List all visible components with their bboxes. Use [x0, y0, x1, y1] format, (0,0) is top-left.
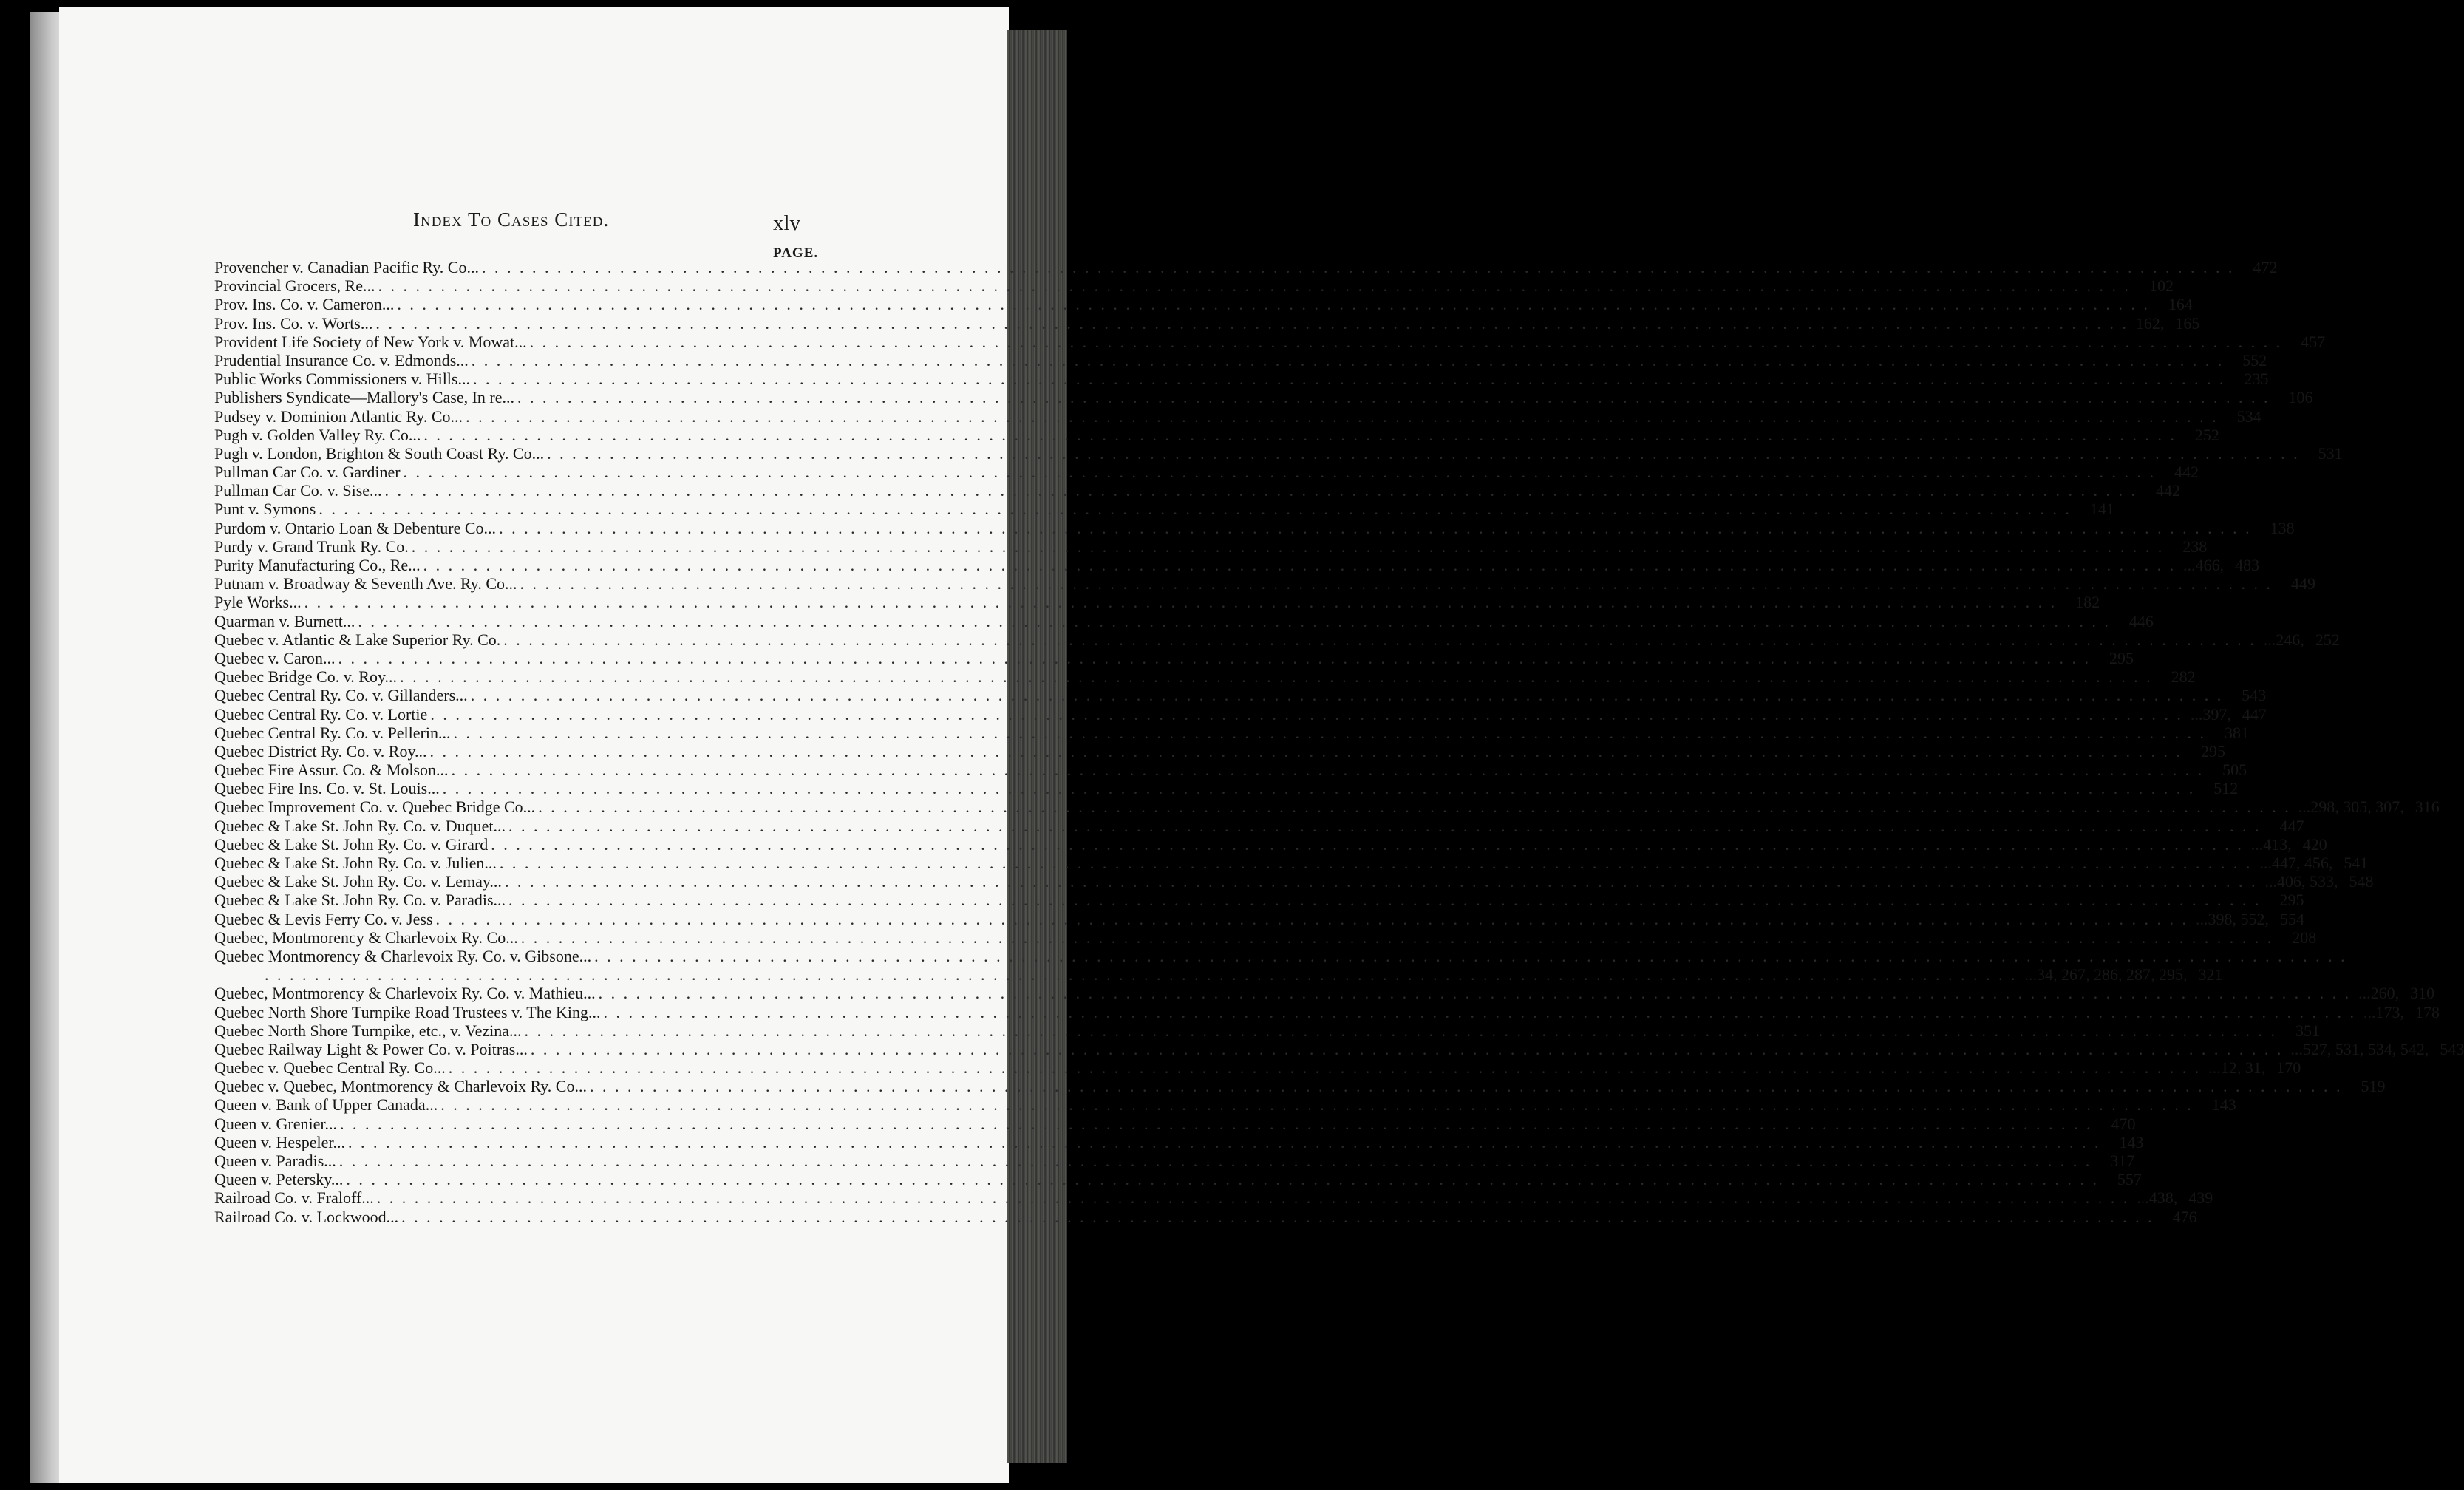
dot-leader: . . . . . . . . . . . . . . . . . . . . . . . . . . . . . . . . . . . . . . . . . . . . . . . . . . . . . . . . . . . . . . . . . . . . . . . . . . . . . . . . . . . . . . . . . . . . . . . . . . . . . . . . . . . . . . . . . . . . . . . . . . . . . . . . . . . . . . . . . . . .	[471, 350, 2225, 370]
dot-leader: . . . . . . . . . . . . . . . . . . . . . . . . . . . . . . . . . . . . . . . . . . . . . . . . . . . . . . . . . . . . . . . . . . . . . . . . . . . . . . . . . . . . . . . . . . . . . . . . . . . . . . . . . . . . . . . . . . . . . . . . . . . . . . . . . . . . . . . . . . . .	[346, 1170, 2099, 1189]
dot-leader: . . . . . . . . . . . . . . . . . . . . . . . . . . . . . . . . . . . . . . . . . . . . . . . . . . . . . . . . . . . . . . . . . . . . . . . . . . . . . . . . . . . . . . . . . . . . . . . . . . . . . . . . . . . . . . . . . . . . . . . . . . . . . . . . . . . . . . . . . . . .	[429, 741, 2183, 761]
case-name: Quebec, Montmorency & Charlevoix Ry. Co...	[214, 928, 518, 947]
page-ref: 543	[2440, 1039, 2464, 1058]
index-entry	[214, 1170, 2142, 1189]
other-page-refs: ...298, 305, 307,	[2298, 797, 2404, 817]
index-entry	[214, 370, 2269, 389]
dot-leader: . . . . . . . . . . . . . . . . . . . . . . . . . . . . . . . . . . . . . . . . . . . . . . . . . . . . . . . . . . . . . . . . . . . . . . . . . . . . . . . . . . . . . . . . . . . . . . . . . . . . . . . . . . . . . . . . . . . . . . . . . . . . . . . . . . . . . . . . . . . .	[589, 1077, 2343, 1096]
dot-leader: . . . . . . . . . . . . . . . . . . . . . . . . . . . . . . . . . . . . . . . . . . . . . . . . . . . . . . . . . . . . . . . . . . . . . . . . . . . . . . . . . . . . . . . . . . . . . . . . . . . . . . . . . . . . . . . . . . . . . . . . . . . . . . . . . . . . . . . . . . . .	[423, 425, 2177, 444]
dot-leader: . . . . . . . . . . . . . . . . . . . . . . . . . . . . . . . . . . . . . . . . . . . . . . . . . . . . . . . . . . . . . . . . . . . . . . . . . . . . . . . . . . . . . . . . . . . . . . . . . . . . . . . . . . . . . . . . . . . . . . . . . . . . . . . . . . . . . . . . . . . .	[440, 1095, 2194, 1115]
page-ref: 252	[2194, 425, 2219, 444]
dot-leader: . . . . . . . . . . . . . . . . . . . . . . . . . . . . . . . . . . . . . . . . . . . . . . . . . . . . . . . . . . . . . . . . . . . . . . . . . . . . . . . . . . . . . . . . . . . . . . . . . . . . . . . . . . . . . . . . . . . . . . . . . . . . . . . . . . . . . . . . . . . .	[384, 481, 2138, 500]
page-ref: 143	[2119, 1132, 2144, 1151]
case-name: Quebec Montmorency & Charlevoix Ry. Co. v. Gibsone...	[214, 946, 592, 965]
page-column-heading: PAGE.	[773, 245, 819, 261]
index-entry	[214, 648, 2134, 667]
dot-leader: . . . . . . . . . . . . . . . . . . . . . . . . . . . . . . . . . . . . . . . . . . . . . . . . . . . . . . . . . . . . . . . . . . . . . . . . . . . . . . . . . . . . . . . . . . . . . . . . . . . . . . . . . . . . . . . . . . . . . . . . . . . . . . . . . . . . . . . . . . . .	[499, 854, 2253, 872]
other-page-refs: ...466,	[2183, 556, 2225, 574]
index-entry	[214, 984, 2435, 1003]
page-ref: 531	[2318, 443, 2343, 463]
page-ref: 442	[2174, 463, 2199, 482]
page-ref: 557	[2117, 1170, 2142, 1189]
index-entry	[214, 350, 2267, 370]
page-ref: 310	[2410, 984, 2435, 1003]
page-ref: 541	[2344, 854, 2369, 872]
dot-leader: . . . . . . . . . . . . . . . . . . . . . . . . . . . . . . . . . . . . . . . . . . . . . . . . . . . . . . . . . . . . . . . . . . . . . . . . . . . . . . . . . . . . . . . . . . . . . . . . . . . . . . . . . . . . . . . . . . . . . . . . . . . . . . . . . . . . . . . . . . . .	[397, 295, 2150, 314]
page-ref: 447	[2242, 704, 2267, 724]
index-entry	[214, 443, 2343, 463]
case-name: Quebec v. Quebec, Montmorency & Charlevoix Ry. Co...	[214, 1077, 587, 1096]
case-name: Quebec & Lake St. John Ry. Co. v. Lemay...	[214, 872, 502, 891]
page-ref: 182	[2075, 593, 2100, 612]
page-ref: 534	[2236, 406, 2261, 426]
index-entry	[214, 463, 2199, 482]
case-name: Pudsey v. Dominion Atlantic Ry. Co...	[214, 406, 463, 426]
case-name: Quebec Bridge Co. v. Roy...	[214, 667, 398, 687]
index-entry	[214, 313, 2200, 333]
index-entry	[214, 556, 2260, 574]
dot-leader: . . . . . . . . . . . . . . . . . . . . . . . . . . . . . . . . . . . . . . . . . . . . . . . . . . . . . . . . . . . . . . . . . . . . . . . . . . . . . . . . . . . . . . . . . . . . . . . . . . . . . . . . . . . . . . . . . . . . . . . . . . . . . . . . . . . . . . . . . . . .	[411, 537, 2165, 556]
case-name: Provencher v. Canadian Pacific Ry. Co...	[214, 258, 479, 276]
page-ref: 512	[2213, 779, 2239, 798]
other-page-refs: ...397,	[2190, 704, 2231, 724]
index-entry	[214, 928, 2317, 947]
dot-leader: . . . . . . . . . . . . . . . . . . . . . . . . . . . . . . . . . . . . . . . . . . . . . . . . . . . . . . . . . . . . . . . . . . . . . . . . . . . . . . . . . . . . . . . . . . . . . . . . . . . . . . . . . . . . . . . . . . . . . . . . . . . . . . . . . . . . . . . . . . . .	[400, 667, 2153, 687]
case-name: Quebec Fire Ins. Co. v. St. Louis...	[214, 779, 440, 798]
page-ref: 170	[2276, 1058, 2301, 1078]
dot-leader: . . . . . . . . . . . . . . . . . . . . . . . . . . . . . . . . . . . . . . . . . . . . . . . . . . . . . . . . . . . . . . . . . . . . . . . . . . . . . . . . . . . . . . . . . . . . . . . . . . . . . . . . . . . . . . . . . . . . . . . . . . . . . . . . . . . . . . . . . . . .	[530, 1039, 2284, 1058]
case-name: Publishers Syndicate—Mallory's Case, In re...	[214, 388, 515, 407]
page-ref: 420	[2302, 834, 2327, 854]
dot-leader: . . . . . . . . . . . . . . . . . . . . . . . . . . . . . . . . . . . . . . . . . . . . . . . . . . . . . . . . . . . . . . . . . . . . . . . . . . . . . . . . . . . . . . . . . . . . . . . . . . . . . . . . . . . . . . . . . . . . . . . . . . . . . . . . . . . . . . . . . . . .	[347, 1132, 2101, 1151]
dot-leader: . . . . . . . . . . . . . . . . . . . . . . . . . . . . . . . . . . . . . . . . . . . . . . . . . . . . . . . . . . . . . . . . . . . . . . . . . . . . . . . . . . . . . . . . . . . . . . . . . . . . . . . . . . . . . . . . . . . . . . . . . . . . . . . . . . . . . . . . . . . .	[529, 332, 2283, 351]
dot-leader: . . . . . . . . . . . . . . . . . . . . . . . . . . . . . . . . . . . . . . . . . . . . . . . . . . . . . . . . . . . . . . . . . . . . . . . . . . . . . . . . . . . . . . . . . . . . . . . . . . . . . . . . . . . . . . . . . . . . . . . . . . . . . . . . . . . . . . . . . . . .	[508, 816, 2261, 835]
case-name: Purdy v. Grand Trunk Ry. Co.	[214, 537, 409, 556]
case-name: Provincial Grocers, Re...	[214, 276, 375, 296]
dot-leader: . . . . . . . . . . . . . . . . . . . . . . . . . . . . . . . . . . . . . . . . . . . . . . . . . . . . . . . . . . . . . . . . . . . . . . . . . . . . . . . . . . . . . . . . . . . . . . . . . . . . . . . . . . . . . . . . . . . . . . . . . . . . . . . . . . . . . . . . . . . .	[499, 518, 2252, 537]
page-ref: 446	[2128, 611, 2154, 630]
case-name: Prov. Ins. Co. v. Cameron...	[214, 295, 395, 314]
index-entry	[214, 1095, 2236, 1115]
index-entry	[214, 872, 2374, 891]
index-entry	[214, 537, 2208, 556]
page-ref: 552	[2242, 350, 2267, 370]
index-entry	[214, 1039, 2464, 1058]
index-entry	[214, 1207, 2197, 1226]
index-entry	[214, 258, 2278, 276]
dot-leader: . . . . . . . . . . . . . . . . . . . . . . . . . . . . . . . . . . . . . . . . . . . . . . . . . . . . . . . . . . . . . . . . . . . . . . . . . . . . . . . . . . . . . . . . . . . . . . . . . . . . . . . . . . . . . . . . . . . . . . . . . . . . . . . . . . . . . . . . . . . .	[376, 1188, 2130, 1208]
index-entry	[214, 797, 2440, 817]
index-entry	[214, 779, 2239, 798]
index-entry	[214, 946, 2347, 965]
case-name: Prov. Ins. Co. v. Worts...	[214, 313, 373, 333]
case-name: Pyle Works...	[214, 593, 302, 612]
other-page-refs: ...34, 267, 286, 287, 295,	[2024, 965, 2188, 984]
dot-leader: . . . . . . . . . . . . . . . . . . . . . . . . . . . . . . . . . . . . . . . . . . . . . . . . . . . . . . . . . . . . . . . . . . . . . . . . . . . . . . . . . . . . . . . . . . . . . . . . . . . . . . . . . . . . . . . . . . . . . . . . . . . . . . . . . . . . . . . . . . . .	[338, 648, 2092, 667]
case-name: Quebec & Lake St. John Ry. Co. v. Paradis...	[214, 891, 506, 910]
index-entry	[214, 1114, 2136, 1133]
case-name: Quebec Fire Assur. Co. & Molson...	[214, 761, 449, 780]
page-ref: 381	[2224, 723, 2249, 742]
other-page-refs: 162,	[2135, 313, 2165, 333]
dot-leader: . . . . . . . . . . . . . . . . . . . . . . . . . . . . . . . . . . . . . . . . . . . . . . . . . . . . . . . . . . . . . . . . . . . . . . . . . . . . . . . . . . . . . . . . . . . . . . . . . . . . . . . . . . . . . . . . . . . . . . . . . . . . . . . . . . . . . . . . . . . .	[524, 1021, 2277, 1040]
page-number: xlv	[773, 211, 801, 235]
case-name: Queen v. Petersky...	[214, 1170, 344, 1189]
case-name: Queen v. Hespeler...	[214, 1132, 345, 1151]
dot-leader: . . . . . . . . . . . . . . . . . . . . . . . . . . . . . . . . . . . . . . . . . . . . . . . . . . . . . . . . . . . . . . . . . . . . . . . . . . . . . . . . . . . . . . . . . . . . . . . . . . . . . . . . . . . . . . . . . . . . . . . . . . . . . . . . . . . . . . . . . . . .	[451, 761, 2205, 780]
case-name: Punt v. Symons	[214, 500, 316, 519]
case-name: Quebec & Lake St. John Ry. Co. v. Duquet...	[214, 816, 506, 835]
page-ref: 447	[2279, 816, 2304, 835]
page-ref: 164	[2168, 295, 2193, 314]
other-page-refs: ...398, 552,	[2196, 909, 2270, 928]
index-entry	[214, 1151, 2135, 1170]
case-name: Public Works Commissioners v. Hills...	[214, 370, 470, 389]
index-entry	[214, 630, 2340, 649]
page-ref: 165	[2175, 313, 2200, 333]
index-entry	[214, 965, 2223, 984]
page-ref: 554	[2280, 909, 2305, 928]
index-entry	[214, 891, 2304, 910]
index-entry	[214, 1132, 2144, 1151]
dot-leader: . . . . . . . . . . . . . . . . . . . . . . . . . . . . . . . . . . . . . . . . . . . . . . . . . . . . . . . . . . . . . . . . . . . . . . . . . . . . . . . . . . . . . . . . . . . . . . . . . . . . . . . . . . . . . . . . . . . . . . . . . . . . . . . . . . . . . . . . . . . .	[470, 686, 2224, 705]
index-entry	[214, 481, 2181, 500]
dot-leader: . . . . . . . . . . . . . . . . . . . . . . . . . . . . . . . . . . . . . . . . . . . . . . . . . . . . . . . . . . . . . . . . . . . . . . . . . . . . . . . . . . . . . . . . . . . . . . . . . . . . . . . . . . . . . . . . . . . . . . . . . . . . . . . . . . . . . . . . . . . .	[319, 500, 2072, 519]
index-entry	[214, 816, 2304, 835]
index-entry	[214, 854, 2369, 872]
dot-leader: . . . . . . . . . . . . . . . . . . . . . . . . . . . . . . . . . . . . . . . . . . . . . . . . . . . . . . . . . . . . . . . . . . . . . . . . . . . . . . . . . . . . . . . . . . . . . . . . . . . . . . . . . . . . . . . . . . . . . . . . . . . . . . . . . . . . . . . . . . . .	[358, 611, 2111, 630]
dot-leader: . . . . . . . . . . . . . . . . . . . . . . . . . . . . . . . . . . . . . . . . . . . . . . . . . . . . . . . . . . . . . . . . . . . . . . . . . . . . . . . . . . . . . . . . . . . . . . . . . . . . . . . . . . . . . . . . . . . . . . . . . . . . . . . . . . . . . . . . . . . .	[304, 593, 2058, 612]
page-ref: 252	[2315, 630, 2340, 649]
page-ref: 141	[2089, 500, 2114, 519]
index-entry	[214, 388, 2313, 407]
other-page-refs: ...527, 531, 534, 542,	[2290, 1039, 2429, 1058]
page-ref: 106	[2288, 388, 2313, 407]
other-page-refs: ...406, 533,	[2264, 872, 2338, 891]
page-ref: 457	[2301, 332, 2326, 351]
case-name: Quebec District Ry. Co. v. Roy...	[214, 741, 427, 761]
case-name: Quebec v. Atlantic & Lake Superior Ry. Co.	[214, 630, 501, 649]
index-entry	[214, 425, 2219, 444]
other-page-refs: ...260,	[2358, 984, 2400, 1003]
dot-leader: . . . . . . . . . . . . . . . . . . . . . . . . . . . . . . . . . . . . . . . . . . . . . . . . . . . . . . . . . . . . . . . . . . . . . . . . . . . . . . . . . . . . . . . . . . . . . . . . . . . . . . . . . . . . . . . . . . . . . . . . . . . . . . . . . . . . . . . . . . . .	[339, 1114, 2093, 1133]
case-name: Purity Manufacturing Co., Re...	[214, 556, 421, 574]
dot-leader: . . . . . . . . . . . . . . . . . . . . . . . . . . . . . . . . . . . . . . . . . . . . . . . . . . . . . . . . . . . . . . . . . . . . . . . . . . . . . . . . . . . . . . . . . . . . . . . . . . . . . . . . . . . . . . . . . . . . . . . . . . . . . . . . . . . . . . . . . . . .	[520, 928, 2274, 947]
index-entry	[214, 761, 2247, 780]
dot-leader: . . . . . . . . . . . . . . . . . . . . . . . . . . . . . . . . . . . . . . . . . . . . . . . . . . . . . . . . . . . . . . . . . . . . . . . . . . . . . . . . . . . . . . . . . . . . . . . . . . . . . . . . . . . . . . . . . . . . . . . . . . . . . . . . . . . . . . . . . . . .	[472, 370, 2226, 389]
index-entry	[214, 1002, 2440, 1021]
case-name: Quebec & Lake St. John Ry. Co. v. Girard	[214, 834, 489, 854]
case-name: Quebec Improvement Co. v. Quebec Bridge Co...	[214, 797, 536, 817]
dot-leader: . . . . . . . . . . . . . . . . . . . . . . . . . . . . . . . . . . . . . . . . . . . . . . . . . . . . . . . . . . . . . . . . . . . . . . . . . . . . . . . . . . . . . . . . . . . . . . . . . . . . . . . . . . . . . . . . . . . . . . . . . . . . . . . . . . . . . . . . . . . .	[338, 1151, 2092, 1170]
case-name: Quarman v. Burnett...	[214, 611, 355, 630]
dot-leader: . . . . . . . . . . . . . . . . . . . . . . . . . . . . . . . . . . . . . . . . . . . . . . . . . . . . . . . . . . . . . . . . . . . . . . . . . . . . . . . . . . . . . . . . . . . . . . . . . . . . . . . . . . . . . . . . . . . . . . . . . . . . . . . . . . . . . . . . . . . .	[435, 909, 2189, 928]
index-entry	[214, 704, 2267, 724]
case-name: Pullman Car Co. v. Gardiner	[214, 463, 401, 482]
case-name: Purdom v. Ontario Loan & Debenture Co...	[214, 518, 497, 537]
dot-leader: . . . . . . . . . . . . . . . . . . . . . . . . . . . . . . . . . . . . . . . . . . . . . . . . . . . . . . . . . . . . . . . . . . . . . . . . . . . . . . . . . . . . . . . . . . . . . . . . . . . . . . . . . . . . . . . . . . . . . . . . . . . . . . . . . . . . . . . . . . . .	[504, 872, 2258, 891]
case-name: Prudential Insurance Co. v. Edmonds...	[214, 350, 469, 370]
case-name: Quebec North Shore Turnpike, etc., v. Vezina...	[214, 1021, 522, 1040]
other-page-refs: ...246,	[2263, 630, 2304, 649]
page-ref: 295	[2279, 891, 2304, 910]
page-ref: 519	[2361, 1077, 2386, 1096]
page-ref: 295	[2109, 648, 2134, 667]
page-ref: 548	[2349, 872, 2374, 891]
case-name: Quebec & Levis Ferry Co. v. Jess	[214, 909, 433, 928]
page-ref: 143	[2211, 1095, 2236, 1115]
dot-leader: . . . . . . . . . . . . . . . . . . . . . . . . . . . . . . . . . . . . . . . . . . . . . . . . . . . . . . . . . . . . . . . . . . . . . . . . . . . . . . . . . . . . . . . . . . . . . . . . . . . . . . . . . . . . . . . . . . . . . . . . . . . . . . . . . . . . . . . . . . . .	[265, 965, 2018, 984]
case-name: Quebec & Lake St. John Ry. Co. v. Julien...	[214, 854, 497, 872]
case-name: Railroad Co. v. Lockwood...	[214, 1207, 399, 1226]
case-name: Putnam v. Broadway & Seventh Ave. Ry. Co...	[214, 574, 517, 593]
dot-leader: . . . . . . . . . . . . . . . . . . . . . . . . . . . . . . . . . . . . . . . . . . . . . . . . . . . . . . . . . . . . . . . . . . . . . . . . . . . . . . . . . . . . . . . . . . . . . . . . . . . . . . . . . . . . . . . . . . . . . . . . . . . . . . . . . . . . . . . . . . . .	[603, 1002, 2356, 1021]
other-page-refs: ...413,	[2250, 834, 2292, 854]
other-page-refs: ...12, 31,	[2208, 1058, 2266, 1078]
index-entry	[214, 909, 2305, 928]
page-ref: 543	[2242, 686, 2267, 705]
page-ref: 238	[2182, 537, 2208, 556]
case-name: Quebec v. Quebec Central Ry. Co...	[214, 1058, 446, 1078]
case-name: Queen v. Grenier...	[214, 1114, 337, 1133]
case-name: Railroad Co. v. Fraloff...	[214, 1188, 374, 1208]
dot-leader: . . . . . . . . . . . . . . . . . . . . . . . . . . . . . . . . . . . . . . . . . . . . . . . . . . . . . . . . . . . . . . . . . . . . . . . . . . . . . . . . . . . . . . . . . . . . . . . . . . . . . . . . . . . . . . . . . . . . . . . . . . . . . . . . . . . . . . . . . . . .	[598, 984, 2352, 1003]
case-name: Pugh v. Golden Valley Ry. Co...	[214, 425, 421, 444]
page-ref: 102	[2149, 276, 2174, 296]
page-ref: 476	[2172, 1207, 2197, 1226]
dot-leader: . . . . . . . . . . . . . . . . . . . . . . . . . . . . . . . . . . . . . . . . . . . . . . . . . . . . . . . . . . . . . . . . . . . . . . . . . . . . . . . . . . . . . . . . . . . . . . . . . . . . . . . . . . . . . . . . . . . . . . . . . . . . . . . . . . . . . . . . . . . .	[375, 313, 2128, 333]
dot-leader: . . . . . . . . . . . . . . . . . . . . . . . . . . . . . . . . . . . . . . . . . . . . . . . . . . . . . . . . . . . . . . . . . . . . . . . . . . . . . . . . . . . . . . . . . . . . . . . . . . . . . . . . . . . . . . . . . . . . . . . . . . . . . . . . . . . . . . . . . . . .	[491, 834, 2244, 854]
other-page-refs: ...447, 456,	[2259, 854, 2333, 872]
index-entry	[214, 332, 2326, 351]
index-entry	[214, 723, 2249, 742]
index-entry	[214, 500, 2114, 519]
page-ref: 505	[2222, 761, 2247, 780]
index-entry	[214, 1077, 2386, 1096]
case-name: Quebec North Shore Turnpike Road Trustees v. The King...	[214, 1002, 601, 1021]
dot-leader: . . . . . . . . . . . . . . . . . . . . . . . . . . . . . . . . . . . . . . . . . . . . . . . . . . . . . . . . . . . . . . . . . . . . . . . . . . . . . . . . . . . . . . . . . . . . . . . . . . . . . . . . . . . . . . . . . . . . . . . . . . . . . . . . . . . . . . . . . . . .	[547, 443, 2300, 463]
case-name: Queen v. Bank of Upper Canada...	[214, 1095, 438, 1115]
case-name: Provident Life Society of New York v. Mowat...	[214, 332, 527, 351]
page-ref: 208	[2292, 928, 2317, 947]
dot-leader: . . . . . . . . . . . . . . . . . . . . . . . . . . . . . . . . . . . . . . . . . . . . . . . . . . . . . . . . . . . . . . . . . . . . . . . . . . . . . . . . . . . . . . . . . . . . . . . . . . . . . . . . . . . . . . . . . . . . . . . . . . . . . . . . . . . . . . . . . . . .	[442, 779, 2196, 798]
page-ref: 442	[2156, 481, 2181, 500]
index-entry	[214, 1188, 2213, 1208]
index-entry	[214, 834, 2327, 854]
page-ref: 351	[2295, 1021, 2320, 1040]
index-entry	[214, 593, 2100, 612]
page-ref: 472	[2253, 258, 2278, 276]
index-entry	[214, 686, 2267, 705]
case-name: Quebec Railway Light & Power Co. v. Poitras...	[214, 1039, 528, 1058]
dot-leader: . . . . . . . . . . . . . . . . . . . . . . . . . . . . . . . . . . . . . . . . . . . . . . . . . . . . . . . . . . . . . . . . . . . . . . . . . . . . . . . . . . . . . . . . . . . . . . . . . . . . . . . . . . . . . . . . . . . . . . . . . . . . . . . . . . . . . . . . . . . .	[517, 388, 2270, 407]
dot-leader: . . . . . . . . . . . . . . . . . . . . . . . . . . . . . . . . . . . . . . . . . . . . . . . . . . . . . . . . . . . . . . . . . . . . . . . . . . . . . . . . . . . . . . . . . . . . . . . . . . . . . . . . . . . . . . . . . . . . . . . . . . . . . . . . . . . . . . . . . . . .	[403, 463, 2157, 482]
index-entry	[214, 741, 2226, 761]
index-entry	[214, 574, 2316, 593]
dot-leader: . . . . . . . . . . . . . . . . . . . . . . . . . . . . . . . . . . . . . . . . . . . . . . . . . . . . . . . . . . . . . . . . . . . . . . . . . . . . . . . . . . . . . . . . . . . . . . . . . . . . . . . . . . . . . . . . . . . . . . . . . . . . . . . . . . . . . . . . . . . .	[466, 406, 2219, 426]
dot-leader: . . . . . . . . . . . . . . . . . . . . . . . . . . . . . . . . . . . . . . . . . . . . . . . . . . . . . . . . . . . . . . . . . . . . . . . . . . . . . . . . . . . . . . . . . . . . . . . . . . . . . . . . . . . . . . . . . . . . . . . . . . . . . . . . . . . . . . . . . . . .	[430, 704, 2183, 724]
case-name: Pullman Car Co. v. Sise...	[214, 481, 382, 500]
page-ref: 449	[2291, 574, 2316, 593]
page-ref: 295	[2201, 741, 2226, 761]
dot-leader: . . . . . . . . . . . . . . . . . . . . . . . . . . . . . . . . . . . . . . . . . . . . . . . . . . . . . . . . . . . . . . . . . . . . . . . . . . . . . . . . . . . . . . . . . . . . . . . . . . . . . . . . . . . . . . . . . . . . . . . . . . . . . . . . . . . . . . . . . . . .	[448, 1058, 2202, 1078]
index-entry	[214, 611, 2154, 630]
dot-leader: . . . . . . . . . . . . . . . . . . . . . . . . . . . . . . . . . . . . . . . . . . . . . . . . . . . . . . . . . . . . . . . . . . . . . . . . . . . . . . . . . . . . . . . . . . . . . . . . . . . . . . . . . . . . . . . . . . . . . . . . . . . . . . . . . . . . . . . . . . . .	[423, 556, 2177, 574]
dot-leader: . . . . . . . . . . . . . . . . . . . . . . . . . . . . . . . . . . . . . . . . . . . . . . . . . . . . . . . . . . . . . . . . . . . . . . . . . . . . . . . . . . . . . . . . . . . . . . . . . . . . . . . . . . . . . . . . . . . . . . . . . . . . . . . . . . . . . . . . . . . .	[453, 723, 2206, 742]
index-entry	[214, 276, 2174, 296]
index-entry	[214, 1021, 2320, 1040]
other-page-refs: ...438,	[2137, 1188, 2178, 1208]
case-index-list	[214, 258, 2464, 1226]
case-name: Quebec, Montmorency & Charlevoix Ry. Co. v. Mathieu...	[214, 984, 596, 1003]
dot-leader: . . . . . . . . . . . . . . . . . . . . . . . . . . . . . . . . . . . . . . . . . . . . . . . . . . . . . . . . . . . . . . . . . . . . . . . . . . . . . . . . . . . . . . . . . . . . . . . . . . . . . . . . . . . . . . . . . . . . . . . . . . . . . . . . . . . . . . . . . . . .	[520, 574, 2273, 593]
page-ref: 321	[2198, 965, 2223, 984]
page-ref: 138	[2270, 518, 2295, 537]
dot-leader: . . . . . . . . . . . . . . . . . . . . . . . . . . . . . . . . . . . . . . . . . . . . . . . . . . . . . . . . . . . . . . . . . . . . . . . . . . . . . . . . . . . . . . . . . . . . . . . . . . . . . . . . . . . . . . . . . . . . . . . . . . . . . . . . . . . . . . . . . . . .	[481, 258, 2235, 276]
dot-leader: . . . . . . . . . . . . . . . . . . . . . . . . . . . . . . . . . . . . . . . . . . . . . . . . . . . . . . . . . . . . . . . . . . . . . . . . . . . . . . . . . . . . . . . . . . . . . . . . . . . . . . . . . . . . . . . . . . . . . . . . . . . . . . . . . . . . . . . . . . . .	[401, 1207, 2154, 1226]
running-head: Index To Cases Cited.	[413, 208, 610, 231]
index-entry	[214, 406, 2261, 426]
dot-leader: . . . . . . . . . . . . . . . . . . . . . . . . . . . . . . . . . . . . . . . . . . . . . . . . . . . . . . . . . . . . . . . . . . . . . . . . . . . . . . . . . . . . . . . . . . . . . . . . . . . . . . . . . . . . . . . . . . . . . . . . . . . . . . . . . . . . . . . . . . . .	[503, 630, 2256, 649]
case-name: Pugh v. London, Brighton & South Coast Ry. Co...	[214, 443, 545, 463]
page-ref: 470	[2111, 1114, 2136, 1133]
page-ref: 316	[2414, 797, 2440, 817]
case-name: Quebec Central Ry. Co. v. Gillanders...	[214, 686, 468, 705]
index-entry	[214, 667, 2196, 687]
case-name: Quebec Central Ry. Co. v. Lortie	[214, 704, 428, 724]
index-entry	[214, 518, 2295, 537]
dot-leader: . . . . . . . . . . . . . . . . . . . . . . . . . . . . . . . . . . . . . . . . . . . . . . . . . . . . . . . . . . . . . . . . . . . . . . . . . . . . . . . . . . . . . . . . . . . . . . . . . . . . . . . . . . . . . . . . . . . . . . . . . . . . . . . . . . . . . . . . . . . .	[378, 276, 2131, 296]
case-name: Queen v. Paradis...	[214, 1151, 336, 1170]
page-ref: 178	[2414, 1002, 2440, 1021]
page-ref: 439	[2188, 1188, 2213, 1208]
case-name: Quebec Central Ry. Co. v. Pellerin...	[214, 723, 451, 742]
dot-leader: . . . . . . . . . . . . . . . . . . . . . . . . . . . . . . . . . . . . . . . . . . . . . . . . . . . . . . . . . . . . . . . . . . . . . . . . . . . . . . . . . . . . . . . . . . . . . . . . . . . . . . . . . . . . . . . . . . . . . . . . . . . . . . . . . . . . . . . . . . . .	[594, 946, 2347, 965]
page-ref: 282	[2171, 667, 2196, 687]
index-entry	[214, 1058, 2301, 1078]
dot-leader: . . . . . . . . . . . . . . . . . . . . . . . . . . . . . . . . . . . . . . . . . . . . . . . . . . . . . . . . . . . . . . . . . . . . . . . . . . . . . . . . . . . . . . . . . . . . . . . . . . . . . . . . . . . . . . . . . . . . . . . . . . . . . . . . . . . . . . . . . . . .	[508, 891, 2261, 910]
page-ref: 317	[2110, 1151, 2135, 1170]
dot-leader: . . . . . . . . . . . . . . . . . . . . . . . . . . . . . . . . . . . . . . . . . . . . . . . . . . . . . . . . . . . . . . . . . . . . . . . . . . . . . . . . . . . . . . . . . . . . . . . . . . . . . . . . . . . . . . . . . . . . . . . . . . . . . . . . . . . . . . . . . . . .	[538, 797, 2291, 817]
case-name: Quebec v. Caron...	[214, 648, 336, 667]
index-entry	[214, 295, 2193, 314]
page-ref: 483	[2235, 556, 2260, 574]
page-ref: 235	[2244, 370, 2269, 389]
other-page-refs: ...173,	[2363, 1002, 2404, 1021]
